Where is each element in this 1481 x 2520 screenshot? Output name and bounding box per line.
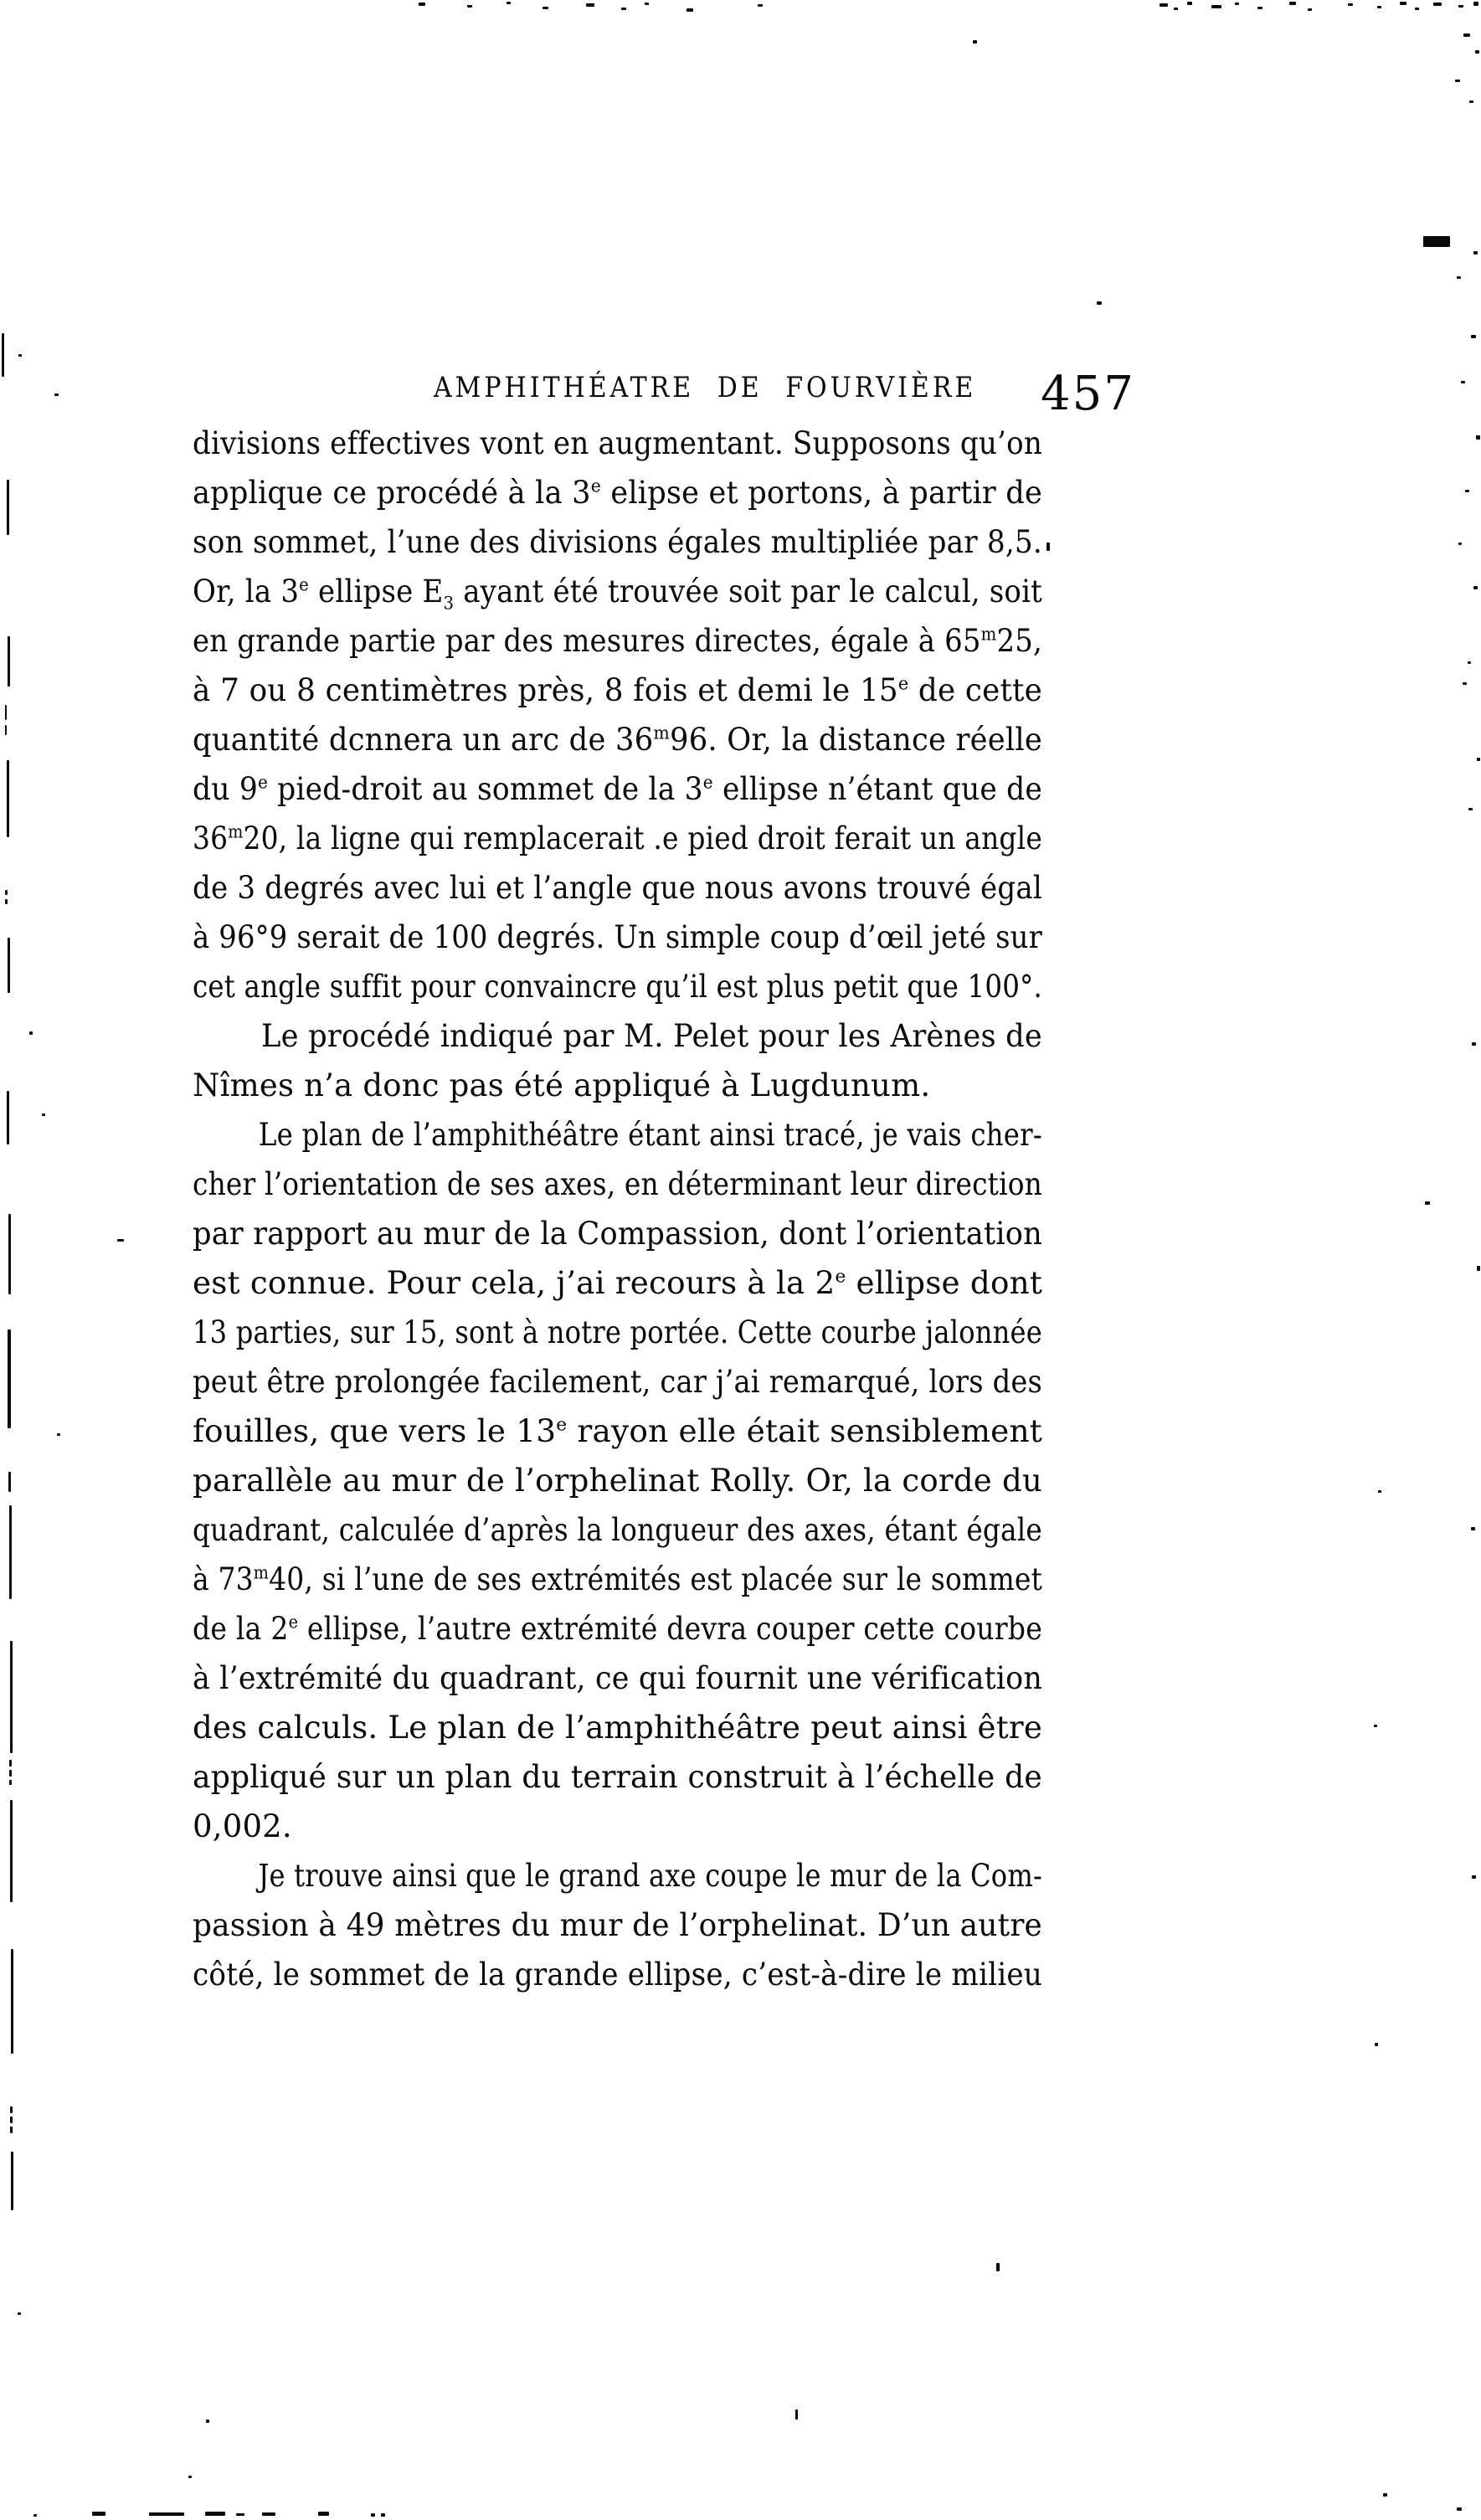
text-line: est connue. Pour cela, j’ai recours à la 2e ellipse dont: [193, 1265, 1042, 1301]
noise-mark: [8, 1214, 11, 1294]
noise-mark: [10, 2116, 13, 2123]
noise-mark: [1377, 6, 1381, 8]
noise-mark: [1400, 2, 1406, 5]
noise-mark: [205, 2512, 225, 2516]
text-line: Le procédé indiqué par M. Pelet pour les Arènes de: [261, 1018, 1042, 1054]
noise-mark: [1472, 1875, 1476, 1879]
text-line: des calculs. Le plan de l’amphithéâtre peut ainsi être: [193, 1710, 1042, 1746]
page-number: 457: [1041, 367, 1135, 421]
noise-mark: [1476, 435, 1480, 440]
text-line: divisions effectives vont en augmentant. Supposons qu’on: [193, 425, 1042, 461]
noise-mark: [1433, 3, 1442, 6]
text-line: cet angle suffit pour convaincre qu’il est plus petit que 100°.: [193, 969, 1042, 1005]
text-line: quadrant, calculée d’après la longueur des axes, étant égale: [193, 1512, 1042, 1548]
noise-mark: [1469, 100, 1473, 103]
text-line: 13 parties, sur 15, sont à notre portée. Cette courbe jalonnée: [193, 1314, 1042, 1350]
noise-mark: [1473, 2, 1478, 6]
text-line: côté, le sommet de la grande ellipse, c’est-à-dire le milieu: [193, 1957, 1042, 1993]
noise-mark: [586, 3, 594, 7]
noise-mark: [10, 1800, 13, 1902]
noise-mark: [1211, 5, 1221, 8]
noise-mark: [645, 3, 649, 5]
noise-mark: [117, 1239, 124, 1242]
text-line: Nîmes n’a donc pas été appliqué à Lugdunum.: [193, 1067, 931, 1103]
noise-mark: [42, 1113, 45, 1116]
noise-mark: [33, 2514, 37, 2517]
noise-mark: [9, 1770, 12, 1777]
text-line: parallèle au mur de l’orphelinat Rolly. Or, la corde du: [193, 1463, 1042, 1499]
noise-mark: [1097, 301, 1102, 305]
noise-mark: [1473, 586, 1478, 589]
noise-mark: [795, 2409, 798, 2420]
noise-mark: [1468, 808, 1473, 810]
noise-mark: [1463, 682, 1467, 685]
noise-mark: [1235, 3, 1239, 5]
noise-mark: [1308, 8, 1312, 11]
body-text: [193, 419, 1042, 1999]
noise-mark: [1415, 8, 1419, 10]
noise-mark: [10, 2127, 13, 2133]
text-line: Je trouve ainsi que le grand axe coupe le mur de la Com-: [258, 1858, 1042, 1894]
noise-mark: [1348, 3, 1353, 6]
noise-mark: [1471, 335, 1476, 338]
noise-mark: [29, 1031, 33, 1035]
noise-mark: [1378, 1490, 1381, 1493]
noise-mark: [1187, 2, 1192, 5]
noise-mark: [1457, 2507, 1462, 2511]
noise-mark: [371, 2513, 375, 2517]
noise-mark: [5, 890, 8, 895]
running-head-title: AMPHITHÉATRE DE FOURVIÈRE: [434, 372, 977, 405]
text-line: quantité dcnnera un arc de 36$^m$96. Or, la distance réelle: [193, 722, 1042, 758]
noise-mark: [2, 333, 4, 377]
noise-mark: [419, 3, 425, 6]
text-line: à l’extrémité du quadrant, ce qui fournit une vérification: [193, 1660, 1042, 1696]
noise-mark: [236, 2513, 244, 2516]
noise-mark: [1477, 758, 1480, 761]
noise-mark: [5, 725, 7, 735]
noise-mark: [1458, 543, 1462, 545]
noise-mark: [1463, 33, 1470, 37]
noise-mark: [5, 705, 7, 720]
noise-mark: [18, 354, 22, 357]
noise-mark: [9, 1760, 12, 1767]
text-line: Or, la 3e ellipse $E_3$ ayant été trouvée soit par le calcul, soit: [193, 573, 1042, 615]
noise-mark: [10, 2106, 13, 2113]
noise-mark: [1477, 1266, 1480, 1271]
noise-mark: [1457, 276, 1461, 279]
text-line: 36$^m$20, la ligne qui remplacerait .e pied droit ferait un angle: [193, 820, 1042, 856]
text-line: de la 2e ellipse, l’autre extrémité devra couper cette courbe: [193, 1611, 1043, 1647]
noise-mark: [1174, 8, 1178, 10]
noise-mark: [1461, 381, 1465, 383]
noise-mark: [57, 1433, 60, 1436]
noise-mark: [1374, 1725, 1377, 1727]
text-line: peut être prolongée facilement, car j’ai remarqué, lors des: [193, 1364, 1042, 1400]
text-line: par rapport au mur de la Compassion, dont l’orientation: [193, 1216, 1042, 1252]
noise-mark: [507, 2, 511, 4]
text-line: du 9e pied-droit au sommet de la 3e ellipse n’étant que de: [193, 771, 1042, 807]
noise-mark: [1383, 2493, 1387, 2497]
text-line: applique ce procédé à la 3e elipse et portons, à partir de: [193, 475, 1042, 511]
noise-mark: [758, 4, 763, 7]
noise-mark: [9, 1505, 12, 1599]
noise-mark: [1475, 50, 1479, 54]
text-line: à 96°9 serait de 100 degrés. Un simple coup d’œil jeté sur: [193, 919, 1042, 955]
noise-mark: [687, 8, 693, 12]
noise-mark: [188, 2476, 192, 2478]
noise-mark: [262, 2512, 275, 2516]
noise-mark: [1473, 251, 1478, 255]
noise-mark: [7, 760, 9, 837]
noise-mark: [206, 2420, 209, 2423]
noise-mark: [1423, 236, 1450, 247]
noise-mark: [1468, 661, 1471, 664]
text-line: à 7 ou 8 centimètres près, 8 fois et demi le 15e de cette: [193, 672, 1042, 708]
text-line: de 3 degrés avec lui et l’angle que nous avons trouvé égal: [193, 870, 1042, 906]
noise-mark: [54, 393, 59, 396]
noise-mark: [11, 1949, 13, 2054]
noise-mark: [543, 7, 548, 9]
text-line: à 73$^m$40, si l’une de ses extrémités est placée sur le sommet: [193, 1561, 1042, 1597]
noise-mark: [1375, 2043, 1378, 2046]
noise-mark: [8, 1329, 11, 1428]
text-line: passion à 49 mètres du mur de l’orphelinat. D’un autre: [193, 1907, 1042, 1943]
noise-mark: [9, 1780, 12, 1785]
noise-mark: [1471, 1527, 1475, 1530]
noise-mark: [1160, 3, 1168, 7]
text-line: en grande partie par des mesures directes, égale à 65$^m$25,: [193, 623, 1042, 659]
noise-mark: [1458, 5, 1463, 8]
noise-mark: [8, 1472, 11, 1492]
text-line: Le plan de l’amphithéâtre étant ainsi tracé, je vais cher-: [258, 1117, 1042, 1153]
noise-mark: [1425, 1201, 1430, 1205]
noise-mark: [1455, 80, 1460, 82]
noise-mark: [621, 8, 626, 10]
noise-mark: [8, 636, 10, 687]
noise-mark: [381, 2513, 385, 2517]
text-line: cher l’orientation de ses axes, en déterminant leur direction: [193, 1166, 1042, 1202]
noise-mark: [18, 2312, 21, 2315]
noise-mark: [973, 40, 977, 44]
text-line: fouilles, que vers le 13e rayon elle était sensiblement: [193, 1413, 1042, 1449]
noise-mark: [7, 1091, 9, 1144]
noise-mark: [1472, 1042, 1476, 1046]
noise-mark: [318, 2512, 329, 2516]
noise-mark: [1289, 2, 1296, 5]
noise-mark: [1257, 7, 1262, 9]
noise-mark: [8, 938, 10, 993]
text-line: appliqué sur un plan du terrain construit à l’échelle de: [193, 1759, 1042, 1795]
noise-mark: [5, 899, 8, 904]
noise-mark: [7, 480, 9, 535]
text-line: 0,002.: [193, 1808, 292, 1844]
noise-mark: [10, 1641, 13, 1753]
text-line: son sommet, l’une des divisions égales multipliée par 8,5.: [193, 524, 1042, 560]
noise-mark: [11, 2152, 13, 2210]
noise-mark: [1465, 490, 1469, 492]
noise-mark: [467, 5, 472, 8]
noise-mark: [1046, 543, 1050, 551]
noise-mark: [92, 2512, 105, 2516]
noise-mark: [996, 2263, 1000, 2271]
noise-mark: [149, 2512, 184, 2516]
